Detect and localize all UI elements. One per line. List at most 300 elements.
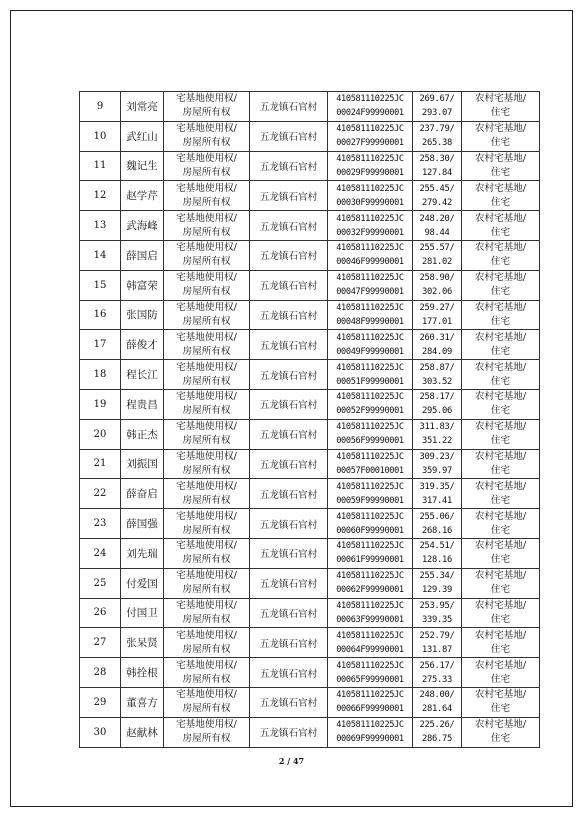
cell-right-type-text: 房屋所有权 — [182, 166, 231, 178]
cell-number-text: 23 — [93, 518, 107, 530]
cell-location-text: 五龙镇石官村 — [259, 638, 318, 650]
cell-name-text: 赵学芹 — [126, 190, 158, 203]
cell-name — [121, 360, 164, 390]
cell-name — [121, 419, 164, 449]
cell-number — [80, 92, 121, 122]
cell-area-text: 177.01 — [422, 316, 452, 327]
cell-unit-code-text: 410581110225JC — [336, 422, 404, 433]
cell-unit-code-text: 00056F99990001 — [336, 436, 404, 447]
cell-area — [413, 151, 462, 181]
cell-number-text: 30 — [93, 726, 107, 738]
cell-location-text: 五龙镇石官村 — [259, 519, 318, 531]
cell-unit-code-text: 410581110225JC — [336, 243, 404, 254]
cell-right-type-text: 房屋所有权 — [182, 405, 231, 417]
cell-name — [121, 270, 164, 300]
cell-number-text: 12 — [93, 190, 107, 202]
cell-right-type — [164, 449, 250, 479]
cell-unit-code-text: 410581110225JC — [336, 600, 404, 611]
cell-location — [250, 240, 328, 270]
cell-unit-code-text: 410581110225JC — [336, 720, 404, 731]
cell-number — [80, 449, 121, 479]
cell-number — [80, 568, 121, 598]
cell-unit-code-text: 00065F99990001 — [336, 674, 404, 685]
table-row — [80, 121, 540, 151]
cell-usage-text: 农村宅基地/ — [474, 629, 527, 641]
cell-name-text: 赵献林 — [126, 726, 158, 739]
cell-area — [413, 300, 462, 330]
cell-unit-code — [328, 687, 413, 717]
cell-right-type-text: 宅基地使用权/ — [176, 689, 237, 701]
cell-right-type-text: 房屋所有权 — [182, 107, 231, 119]
cell-usage-text: 住宅 — [490, 494, 511, 506]
cell-location — [250, 300, 328, 330]
cell-right-type-text: 房屋所有权 — [182, 375, 231, 387]
cell-unit-code — [328, 509, 413, 539]
cell-location — [250, 628, 328, 658]
cell-right-type-text: 房屋所有权 — [182, 137, 231, 149]
cell-location — [250, 270, 328, 300]
cell-right-type — [164, 360, 250, 390]
cell-area-text: 98.44 — [424, 227, 450, 238]
cell-number — [80, 240, 121, 270]
cell-number — [80, 211, 121, 241]
cell-right-type-text: 房屋所有权 — [182, 554, 231, 566]
cell-number-text: 10 — [93, 130, 107, 142]
cell-area-text: 281.64 — [422, 704, 452, 715]
cell-right-type — [164, 419, 250, 449]
property-registration-table — [79, 91, 540, 748]
cell-right-type — [164, 538, 250, 568]
cell-usage-text: 农村宅基地/ — [474, 540, 527, 552]
cell-number — [80, 151, 121, 181]
table-row — [80, 300, 540, 330]
cell-right-type — [164, 687, 250, 717]
cell-name — [121, 568, 164, 598]
cell-number — [80, 360, 121, 390]
cell-number — [80, 658, 121, 688]
cell-unit-code-text: 410581110225JC — [336, 571, 404, 582]
cell-usage-text: 住宅 — [490, 524, 511, 536]
cell-unit-code — [328, 419, 413, 449]
cell-name-text: 付国卫 — [126, 607, 158, 620]
cell-area — [413, 360, 462, 390]
cell-area-text: 253.95/ — [419, 600, 455, 611]
cell-right-type-text: 宅基地使用权/ — [176, 93, 237, 105]
cell-unit-code — [328, 598, 413, 628]
cell-name-text: 武红山 — [126, 130, 158, 143]
cell-unit-code-text: 00064F99990001 — [336, 644, 404, 655]
cell-right-type-text: 宅基地使用权/ — [176, 391, 237, 403]
cell-name — [121, 92, 164, 122]
cell-usage-text: 农村宅基地/ — [474, 719, 527, 731]
cell-area-text: 255.34/ — [419, 571, 455, 582]
cell-unit-code-text: 00029F99990001 — [336, 167, 404, 178]
cell-usage-text: 农村宅基地/ — [474, 659, 527, 671]
cell-area-text: 339.35 — [422, 614, 452, 625]
cell-right-type-text: 房屋所有权 — [182, 256, 231, 268]
cell-right-type — [164, 598, 250, 628]
cell-right-type — [164, 479, 250, 509]
cell-usage-text: 住宅 — [490, 286, 511, 298]
cell-location — [250, 568, 328, 598]
table-row — [80, 181, 540, 211]
cell-usage-text: 农村宅基地/ — [474, 391, 527, 403]
cell-right-type-text: 房屋所有权 — [182, 703, 231, 715]
cell-unit-code-text: 410581110225JC — [336, 541, 404, 552]
table-row — [80, 717, 540, 747]
cell-name-text: 程长江 — [126, 369, 158, 382]
cell-right-type-text: 宅基地使用权/ — [176, 510, 237, 522]
cell-area-text: 309.23/ — [419, 451, 455, 462]
cell-unit-code — [328, 360, 413, 390]
cell-area-text: 255.45/ — [419, 183, 455, 194]
cell-number — [80, 538, 121, 568]
cell-location — [250, 598, 328, 628]
cell-area-text: 129.39 — [422, 585, 452, 596]
cell-location — [250, 538, 328, 568]
cell-usage-text: 住宅 — [490, 166, 511, 178]
cell-location — [250, 211, 328, 241]
cell-right-type-text: 房屋所有权 — [182, 315, 231, 327]
cell-right-type-text: 宅基地使用权/ — [176, 272, 237, 284]
cell-location-text: 五龙镇石官村 — [259, 132, 318, 144]
cell-usage-text: 农村宅基地/ — [474, 331, 527, 343]
cell-name-text: 韩拴根 — [126, 667, 158, 680]
cell-right-type — [164, 509, 250, 539]
cell-usage-text: 住宅 — [490, 464, 511, 476]
cell-number-text: 11 — [93, 160, 107, 172]
cell-location — [250, 92, 328, 122]
cell-usage-text: 农村宅基地/ — [474, 93, 527, 105]
cell-location — [250, 687, 328, 717]
cell-right-type — [164, 300, 250, 330]
cell-right-type-text: 宅基地使用权/ — [176, 629, 237, 641]
cell-usage-text: 农村宅基地/ — [474, 361, 527, 373]
cell-right-type-text: 宅基地使用权/ — [176, 331, 237, 343]
cell-area — [413, 598, 462, 628]
cell-usage — [462, 598, 540, 628]
cell-location-text: 五龙镇石官村 — [259, 161, 318, 173]
cell-area-text: 265.38 — [422, 138, 452, 149]
cell-usage-text: 农村宅基地/ — [474, 123, 527, 135]
cell-name-text: 薛国启 — [126, 249, 158, 262]
cell-area — [413, 568, 462, 598]
cell-usage — [462, 211, 540, 241]
cell-location-text: 五龙镇石官村 — [259, 102, 318, 114]
cell-usage — [462, 717, 540, 747]
cell-number-text: 14 — [93, 249, 107, 261]
cell-number — [80, 121, 121, 151]
cell-name — [121, 598, 164, 628]
cell-area — [413, 330, 462, 360]
cell-usage-text: 住宅 — [490, 703, 511, 715]
cell-area-text: 317.41 — [422, 495, 452, 506]
cell-unit-code-text: 410581110225JC — [336, 302, 404, 313]
cell-unit-code — [328, 270, 413, 300]
cell-usage — [462, 181, 540, 211]
cell-number — [80, 419, 121, 449]
cell-area-text: 128.16 — [422, 555, 452, 566]
cell-unit-code-text: 410581110225JC — [336, 153, 404, 164]
cell-area-text: 131.87 — [422, 644, 452, 655]
cell-location-text: 五龙镇石官村 — [259, 370, 318, 382]
cell-right-type-text: 房屋所有权 — [182, 643, 231, 655]
table-row — [80, 509, 540, 539]
cell-unit-code-text: 410581110225JC — [336, 362, 404, 373]
cell-usage-text: 农村宅基地/ — [474, 450, 527, 462]
cell-area-text: 286.75 — [422, 734, 452, 745]
cell-right-type-text: 房屋所有权 — [182, 524, 231, 536]
cell-area-text: 248.00/ — [419, 690, 455, 701]
cell-usage-text: 农村宅基地/ — [474, 570, 527, 582]
cell-location — [250, 121, 328, 151]
cell-area — [413, 479, 462, 509]
table-row — [80, 687, 540, 717]
cell-location-text: 五龙镇石官村 — [259, 549, 318, 561]
cell-usage-text: 住宅 — [490, 226, 511, 238]
cell-area-text: 269.67/ — [419, 94, 455, 105]
cell-area-text: 284.09 — [422, 346, 452, 357]
cell-unit-code-text: 410581110225JC — [336, 273, 404, 284]
cell-area — [413, 419, 462, 449]
table-row — [80, 568, 540, 598]
cell-area-text: 295.06 — [422, 406, 452, 417]
cell-unit-code — [328, 121, 413, 151]
cell-usage-text: 农村宅基地/ — [474, 599, 527, 611]
cell-unit-code — [328, 538, 413, 568]
cell-unit-code-text: 410581110225JC — [336, 660, 404, 671]
table-row — [80, 598, 540, 628]
cell-area-text: 260.31/ — [419, 332, 455, 343]
cell-number-text: 21 — [93, 458, 107, 470]
cell-right-type — [164, 211, 250, 241]
table-row — [80, 479, 540, 509]
cell-number-text: 19 — [93, 398, 107, 410]
cell-right-type-text: 房屋所有权 — [182, 196, 231, 208]
cell-area-text: 259.27/ — [419, 302, 455, 313]
cell-usage-text: 住宅 — [490, 107, 511, 119]
cell-area-text: 281.02 — [422, 257, 452, 268]
cell-right-type-text: 房屋所有权 — [182, 584, 231, 596]
cell-usage — [462, 330, 540, 360]
cell-unit-code-text: 00059F99990001 — [336, 495, 404, 506]
cell-right-type — [164, 151, 250, 181]
cell-unit-code — [328, 92, 413, 122]
cell-location-text: 五龙镇石官村 — [259, 221, 318, 233]
cell-area-text: 303.52 — [422, 376, 452, 387]
cell-location — [250, 449, 328, 479]
table-row — [80, 389, 540, 419]
cell-name — [121, 389, 164, 419]
cell-location — [250, 151, 328, 181]
cell-area — [413, 628, 462, 658]
cell-usage — [462, 121, 540, 151]
table-row — [80, 449, 540, 479]
cell-right-type-text: 房屋所有权 — [182, 345, 231, 357]
cell-usage-text: 住宅 — [490, 643, 511, 655]
cell-name-text: 薛俊才 — [126, 339, 158, 352]
cell-number — [80, 270, 121, 300]
cell-location-text: 五龙镇石官村 — [259, 310, 318, 322]
document-page — [10, 10, 573, 807]
cell-location-text: 五龙镇石官村 — [259, 698, 318, 710]
cell-location — [250, 389, 328, 419]
cell-right-type-text: 宅基地使用权/ — [176, 599, 237, 611]
cell-name — [121, 181, 164, 211]
cell-area — [413, 717, 462, 747]
cell-name — [121, 330, 164, 360]
cell-right-type-text: 宅基地使用权/ — [176, 570, 237, 582]
cell-usage-text: 住宅 — [490, 375, 511, 387]
cell-name — [121, 687, 164, 717]
cell-right-type-text: 房屋所有权 — [182, 613, 231, 625]
table-row — [80, 240, 540, 270]
cell-area-text: 127.84 — [422, 167, 452, 178]
cell-usage-text: 住宅 — [490, 345, 511, 357]
cell-location-text: 五龙镇石官村 — [259, 340, 318, 352]
cell-right-type — [164, 270, 250, 300]
cell-unit-code-text: 00057F00010001 — [336, 465, 404, 476]
cell-area-text: 268.16 — [422, 525, 452, 536]
cell-name — [121, 509, 164, 539]
cell-usage-text: 农村宅基地/ — [474, 689, 527, 701]
cell-number-text: 20 — [93, 428, 107, 440]
cell-usage-text: 住宅 — [490, 554, 511, 566]
cell-location — [250, 181, 328, 211]
table-body — [80, 92, 540, 748]
cell-name — [121, 628, 164, 658]
cell-area-text: 256.17/ — [419, 660, 455, 671]
table-row — [80, 211, 540, 241]
cell-location-text: 五龙镇石官村 — [259, 281, 318, 293]
cell-unit-code — [328, 181, 413, 211]
cell-right-type-text: 宅基地使用权/ — [176, 421, 237, 433]
cell-unit-code-text: 410581110225JC — [336, 392, 404, 403]
cell-unit-code — [328, 389, 413, 419]
cell-usage — [462, 658, 540, 688]
cell-name — [121, 538, 164, 568]
table-row — [80, 360, 540, 390]
cell-unit-code-text: 410581110225JC — [336, 183, 404, 194]
cell-number — [80, 300, 121, 330]
cell-usage-text: 住宅 — [490, 733, 511, 745]
cell-name — [121, 121, 164, 151]
cell-name-text: 武海峰 — [126, 220, 158, 233]
cell-location-text: 五龙镇石官村 — [259, 728, 318, 740]
cell-right-type — [164, 717, 250, 747]
cell-right-type-text: 宅基地使用权/ — [176, 152, 237, 164]
cell-area-text: 359.97 — [422, 465, 452, 476]
cell-number-text: 29 — [93, 696, 107, 708]
cell-usage — [462, 270, 540, 300]
cell-usage — [462, 479, 540, 509]
table-row — [80, 658, 540, 688]
cell-unit-code-text: 00024F99990001 — [336, 108, 404, 119]
cell-location — [250, 479, 328, 509]
cell-unit-code — [328, 628, 413, 658]
cell-right-type — [164, 628, 250, 658]
cell-usage-text: 农村宅基地/ — [474, 212, 527, 224]
cell-usage-text: 农村宅基地/ — [474, 480, 527, 492]
cell-number — [80, 479, 121, 509]
cell-usage — [462, 92, 540, 122]
page-number: 2 / 47 — [278, 756, 305, 766]
cell-unit-code — [328, 568, 413, 598]
cell-name-text: 刘先瑞 — [126, 547, 158, 560]
cell-unit-code-text: 00051F99990001 — [336, 376, 404, 387]
cell-area-text: 279.42 — [422, 197, 452, 208]
cell-usage-text: 住宅 — [490, 673, 511, 685]
cell-usage-text: 农村宅基地/ — [474, 242, 527, 254]
cell-area-text: 311.83/ — [419, 422, 455, 433]
cell-name-text: 韩正杰 — [126, 428, 158, 441]
cell-right-type-text: 房屋所有权 — [182, 286, 231, 298]
cell-usage — [462, 300, 540, 330]
table-row — [80, 419, 540, 449]
cell-area — [413, 270, 462, 300]
cell-area-text: 225.26/ — [419, 720, 455, 731]
cell-usage-text: 住宅 — [490, 405, 511, 417]
cell-right-type-text: 房屋所有权 — [182, 733, 231, 745]
cell-number-text: 15 — [93, 279, 107, 291]
cell-name-text: 董喜方 — [126, 696, 158, 709]
cell-area — [413, 509, 462, 539]
cell-unit-code — [328, 151, 413, 181]
cell-unit-code-text: 00061F99990001 — [336, 555, 404, 566]
cell-name-text: 程贵昌 — [126, 398, 158, 411]
cell-unit-code — [328, 479, 413, 509]
cell-name — [121, 717, 164, 747]
cell-name-text: 薛国强 — [126, 518, 158, 531]
cell-name-text: 张呆贤 — [126, 637, 158, 650]
cell-usage — [462, 240, 540, 270]
cell-usage — [462, 151, 540, 181]
cell-area-text: 252.79/ — [419, 630, 455, 641]
cell-area-text: 255.06/ — [419, 511, 455, 522]
cell-name — [121, 151, 164, 181]
cell-location — [250, 330, 328, 360]
cell-usage-text: 农村宅基地/ — [474, 301, 527, 313]
cell-usage-text: 住宅 — [490, 435, 511, 447]
cell-right-type — [164, 121, 250, 151]
cell-location-text: 五龙镇石官村 — [259, 579, 318, 591]
cell-unit-code-text: 00049F99990001 — [336, 346, 404, 357]
cell-unit-code-text: 00069F99990001 — [336, 734, 404, 745]
cell-number — [80, 628, 121, 658]
cell-number-text: 18 — [93, 369, 107, 381]
cell-name — [121, 479, 164, 509]
cell-usage — [462, 538, 540, 568]
cell-unit-code — [328, 330, 413, 360]
cell-name-text: 付爱国 — [126, 577, 158, 590]
cell-number-text: 16 — [93, 309, 107, 321]
cell-location — [250, 419, 328, 449]
cell-number — [80, 717, 121, 747]
cell-right-type-text: 宅基地使用权/ — [176, 123, 237, 135]
cell-name-text: 薛奋启 — [126, 488, 158, 501]
table-row — [80, 270, 540, 300]
cell-area-text: 302.06 — [422, 287, 452, 298]
cell-usage-text: 农村宅基地/ — [474, 421, 527, 433]
cell-location-text: 五龙镇石官村 — [259, 400, 318, 412]
cell-number-text: 17 — [93, 339, 107, 351]
cell-name — [121, 211, 164, 241]
cell-right-type — [164, 330, 250, 360]
cell-area — [413, 538, 462, 568]
cell-name-text: 韩富荣 — [126, 279, 158, 292]
cell-area — [413, 92, 462, 122]
cell-area — [413, 121, 462, 151]
